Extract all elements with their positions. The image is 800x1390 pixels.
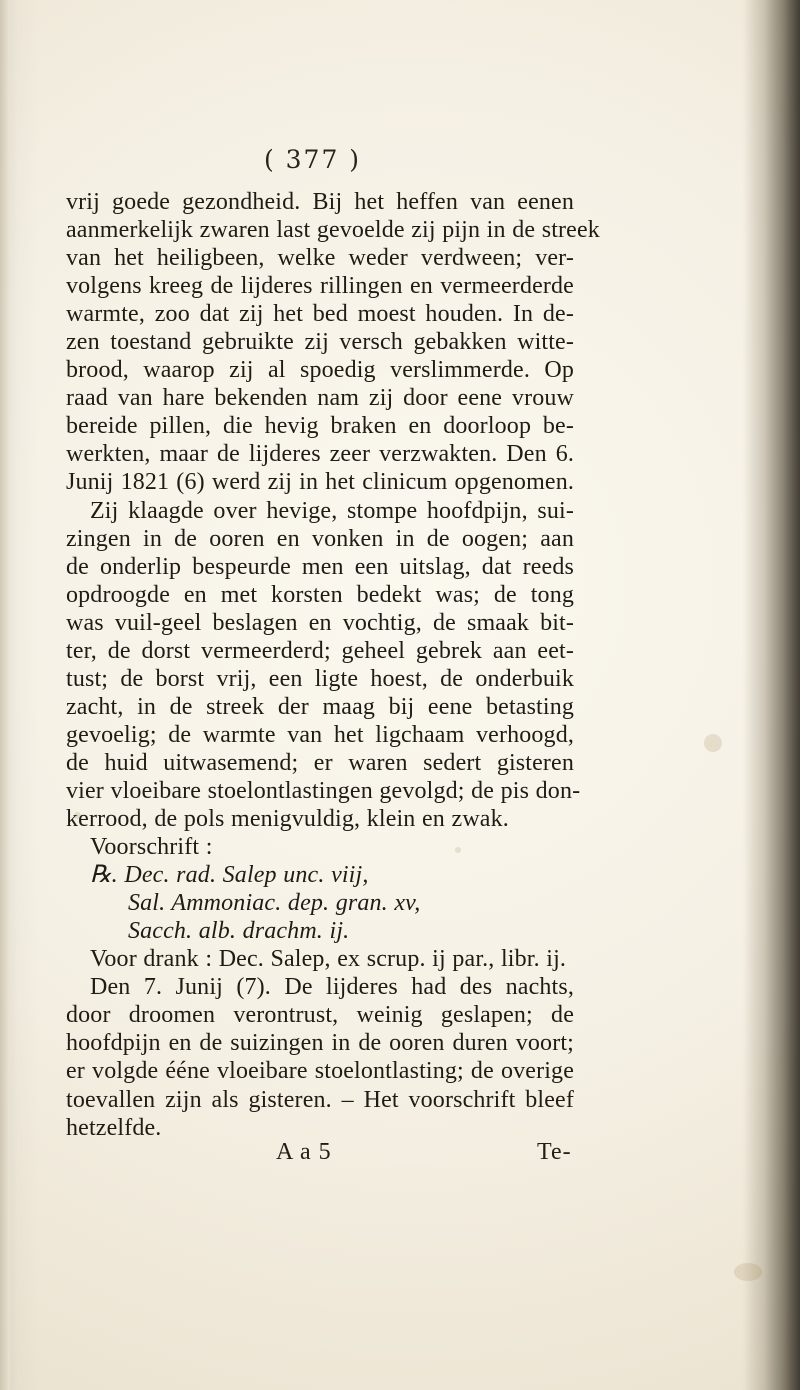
paper-spot (734, 1263, 762, 1281)
text-line: Den 7. Junij (7). De lijderes had des nachts, (90, 974, 574, 1001)
text-line: er volgde ééne vloeibare stoelontlasting; de overige (66, 1058, 574, 1085)
catchword: Te- (537, 1139, 572, 1165)
text-line: opdroogde en met korsten bedekt was; de tong (66, 581, 574, 608)
text-line: zen toestand gebruikte zij versch gebakken witte- (66, 329, 574, 356)
page-number-header: ( 377 ) (263, 145, 362, 174)
text-line: de onderlip bespeurde men een uitslag, dat reeds (66, 553, 574, 580)
text-line: volgens kreeg de lijderes rillingen en vermeerderde (66, 273, 574, 300)
text-line: door droomen verontrust, weinig geslapen; de (66, 1002, 574, 1029)
text-line: aanmerkelijk zwaren last gevoelde zij pijn in de streek (66, 217, 600, 244)
text-line: vrij goede gezondheid. Bij het heffen van eenen (66, 189, 574, 215)
text-line: ter, de dorst vermeerderd; geheel gebrek aan eet- (66, 637, 574, 664)
text-line: hetzelfde. (66, 1114, 162, 1141)
text-line: de huid uitwasemend; er waren sedert gisteren (66, 749, 574, 776)
paper-spot (704, 734, 722, 752)
text-line: bereide pillen, die hevig braken en doorloop be- (66, 413, 574, 440)
text-line: hoofdpijn en de suizingen in de ooren duren voort; (66, 1030, 574, 1057)
signature-mark: A a 5 (276, 1139, 332, 1165)
text-line: warmte, zoo dat zij het bed moest houden. In de- (66, 301, 574, 328)
text-line: raad van hare bekenden nam zij door eene vrouw (66, 385, 574, 412)
prescription-line: Sal. Ammoniac. dep. gran. xv, (128, 890, 421, 917)
prescription-heading: Voorschrift : (90, 834, 213, 861)
text-line: tust; de borst vrij, een ligte hoest, de onderbuik (66, 665, 574, 692)
prescription-line: Sacch. alb. drachm. ij. (128, 918, 350, 945)
text-line: kerrood, de pols menigvuldig, klein en zwak. (66, 806, 509, 833)
text-line: Junij 1821 (6) werd zij in het clinicum opgenomen. (66, 469, 574, 496)
text-line: was vuil-geel beslagen en vochtig, de smaak bit- (66, 609, 574, 636)
text-line: zingen in de ooren en vonken in de oogen; aan (66, 525, 574, 552)
page-binding-shadow (742, 0, 800, 1390)
text-line: brood, waarop zij al spoedig verslimmerde. Op (66, 357, 574, 384)
text-line: gevoelig; de warmte van het ligchaam verhoogd, (66, 721, 574, 748)
text-line: Zij klaagde over hevige, stompe hoofdpijn, sui- (90, 497, 574, 524)
text-line: vier vloeibare stoelontlastingen gevolgd; de pis don- (66, 777, 581, 804)
prescription-line: Voor drank : Dec. Salep, ex scrup. ij par., libr. ij. (90, 946, 567, 973)
text-line: werkten, maar de lijderes zeer verzwakten. Den 6. (66, 441, 574, 468)
main-text (66, 188, 600, 1142)
text-line: van het heiligbeen, welke weder verdween; ver- (66, 245, 574, 272)
page-left-edge (0, 0, 10, 1390)
text-line: zacht, in de streek der maag bij eene betasting (66, 693, 574, 720)
prescription-line: ℞. Dec. rad. Salep unc. viij, (90, 862, 369, 889)
text-line: toevallen zijn als gisteren. – Het voorschrift bleef (66, 1086, 574, 1113)
